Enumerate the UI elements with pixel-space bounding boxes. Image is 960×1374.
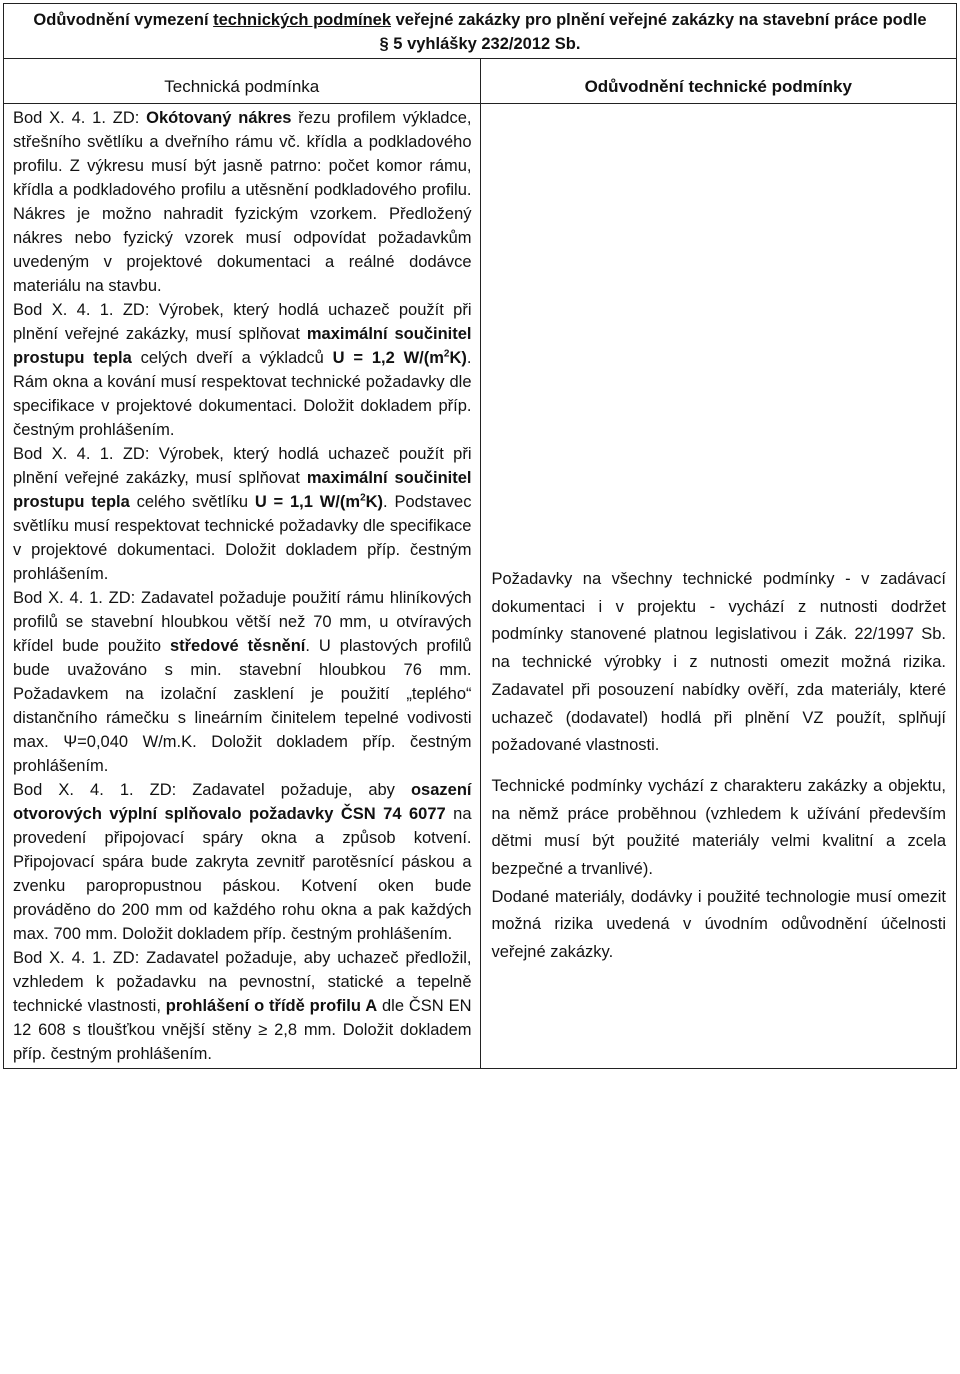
justification-cell: [480, 104, 957, 1069]
justification-paragraph-3: Dodané materiály, dodávky i použité technologie musí omezit možná rizika uvedená v úvodním odůvodnění účelnosti veřejné zakázky.: [491, 887, 946, 962]
condition-bold: prohlášení o třídě profilu A: [165, 997, 378, 1015]
condition-text: na provedení připojovací spáry okna a způsob kotvení. Připojovací spára bude zakryta zevnitř parotěsnící páskou a zvenku paropropustnou páskou. Kotvení oken bude prováděno do 200 mm od každého rohu okna a pak každých max. 700 mm. Doložit dokladem příp. čestným prohlášením.: [13, 805, 472, 943]
condition-text: Bod X. 4. 1. ZD: Zadavatel požaduje použití rámu hliníkových profilů se stavební hloubkou větší než 70 mm, u otvíravých křídel bude použito: [13, 589, 472, 655]
greater-or-equal-symbol: ≥: [258, 1021, 268, 1039]
condition-item-4: [13, 586, 472, 778]
column-header-justification: Odůvodnění technické podmínky: [480, 59, 957, 104]
document-page: [3, 3, 957, 1069]
condition-text: řezu profilem výkladce, střešního světlíku a dveřního rámu vč. křídla a podkladového profilu. Z výkresu musí být jasně patrno: počet komor rámu, křídla a podkladového profilu a utěsnění podkladového profilu. Nákres je možno nahradit fyzickým vzorkem. Předložený nákres nebo fyzický vzorek musí odpovídat požadavkům uvedeným v projektové dokumentaci a reálné dodávce materiálu na stavbu.: [13, 109, 472, 295]
condition-text: Bod X. 4. 1. ZD: Zadavatel požaduje, aby uchazeč předložil, vzhledem k požadavku na pevnostní, statické a tepelně technické vlastnosti,: [13, 949, 472, 1015]
justification-body: [492, 104, 947, 967]
condition-text: celého světlíku: [129, 493, 255, 511]
condition-text: dle ČSN EN 12 608 s tloušťkou vnější stěny: [13, 997, 472, 1039]
condition-text: Bod X. 4. 1. ZD: Výrobek, který hodlá uchazeč použít při plnění veřejné zakázky, musí splňovat: [13, 301, 472, 343]
justification-paragraph-2: Technické podmínky vychází z charakteru zakázky a objektu, na němž práce proběhnou (vzhledem k užívání především dětmi musí být použité materiály velmi kvalitní a zcela bezpečné a trvanlivé).: [491, 776, 946, 879]
title-line-2: § 5 vyhlášky 232/2012 Sb.: [379, 35, 581, 53]
u-value: U = 1,1 $W/(m^2K)$: [254, 492, 384, 511]
condition-bold: maximální součinitel prostupu tepla: [13, 325, 472, 367]
condition-text: . U plastových profilů bude uvažováno s min. stavební hloubkou 76 mm. Požadavkem na izolační zasklení je použití „teplého“ distančního rámečku s lineárním činitelem tepelné vodivosti max. Ψ=0,040 W/m.K. Doložit dokladem příp. čestným prohlášením.: [13, 637, 472, 775]
condition-bold: Okótovaný nákres: [146, 109, 292, 127]
conditions-table: [3, 3, 957, 1069]
condition-item-2: [13, 298, 472, 442]
column-header-condition: Technická podmínka: [4, 59, 481, 104]
condition-item-3: [13, 442, 472, 586]
condition-text: Bod X. 4. 1. ZD: Zadavatel požaduje, aby: [13, 781, 411, 799]
document-title: [4, 4, 957, 59]
condition-item-5: [13, 778, 472, 946]
title-part-2: veřejné zakázky pro plnění veřejné zakázky na stavební práce podle: [391, 11, 927, 29]
condition-bold: maximální součinitel prostupu tepla: [13, 469, 472, 511]
condition-text: 2,8 mm. Doložit dokladem příp. čestným prohlášením.: [13, 1021, 472, 1063]
condition-text: Bod X. 4. 1. ZD:: [13, 109, 147, 127]
header-row: [4, 59, 957, 104]
title-row: [4, 4, 957, 59]
justification-paragraph-1: Požadavky na všechny technické podmínky - v zadávací dokumentaci i v projektu - vychází z nutnosti dodržet podmínky stanovené platnou legislativou i Zák. 22/1997 Sb. na technické výrobky i z nutnosti omezit možná rizika. Zadavatel při posouzení nabídky ověří, zda materiály, které uchazeč (dodavatel) hodlá při plnění VZ použít, splňují požadované vlastnosti.: [491, 570, 946, 755]
conditions-cell: [4, 104, 481, 1069]
condition-text: . Podstavec světlíku musí respektovat technické požadavky dle specifikace v projektové dokumentaci. Doložit dokladem příp. čestným prohlášením.: [13, 493, 472, 583]
condition-bold: středové těsnění: [169, 637, 306, 655]
condition-text: Bod X. 4. 1. ZD: Výrobek, který hodlá uchazeč použít při plnění veřejné zakázky, musí splňovat: [13, 445, 472, 487]
condition-text: . Rám okna a kování musí respektovat technické požadavky dle specifikace v projektové dokumentaci. Doložit dokladem příp. čestným prohlášením.: [13, 349, 472, 439]
u-value: U = 1,2 $W/(m^2K)$: [332, 348, 467, 367]
condition-text: celých dveří a výkladců: [131, 349, 333, 367]
condition-item-1: [13, 106, 472, 298]
condition-bold: osazení otvorových výplní splňovalo požadavky ČSN 74 6077: [13, 781, 472, 823]
title-underlined: technických podmínek: [213, 11, 392, 29]
condition-item-6: [13, 946, 472, 1066]
content-row: [4, 104, 957, 1069]
title-part-1: Odůvodnění vymezení: [33, 11, 214, 29]
